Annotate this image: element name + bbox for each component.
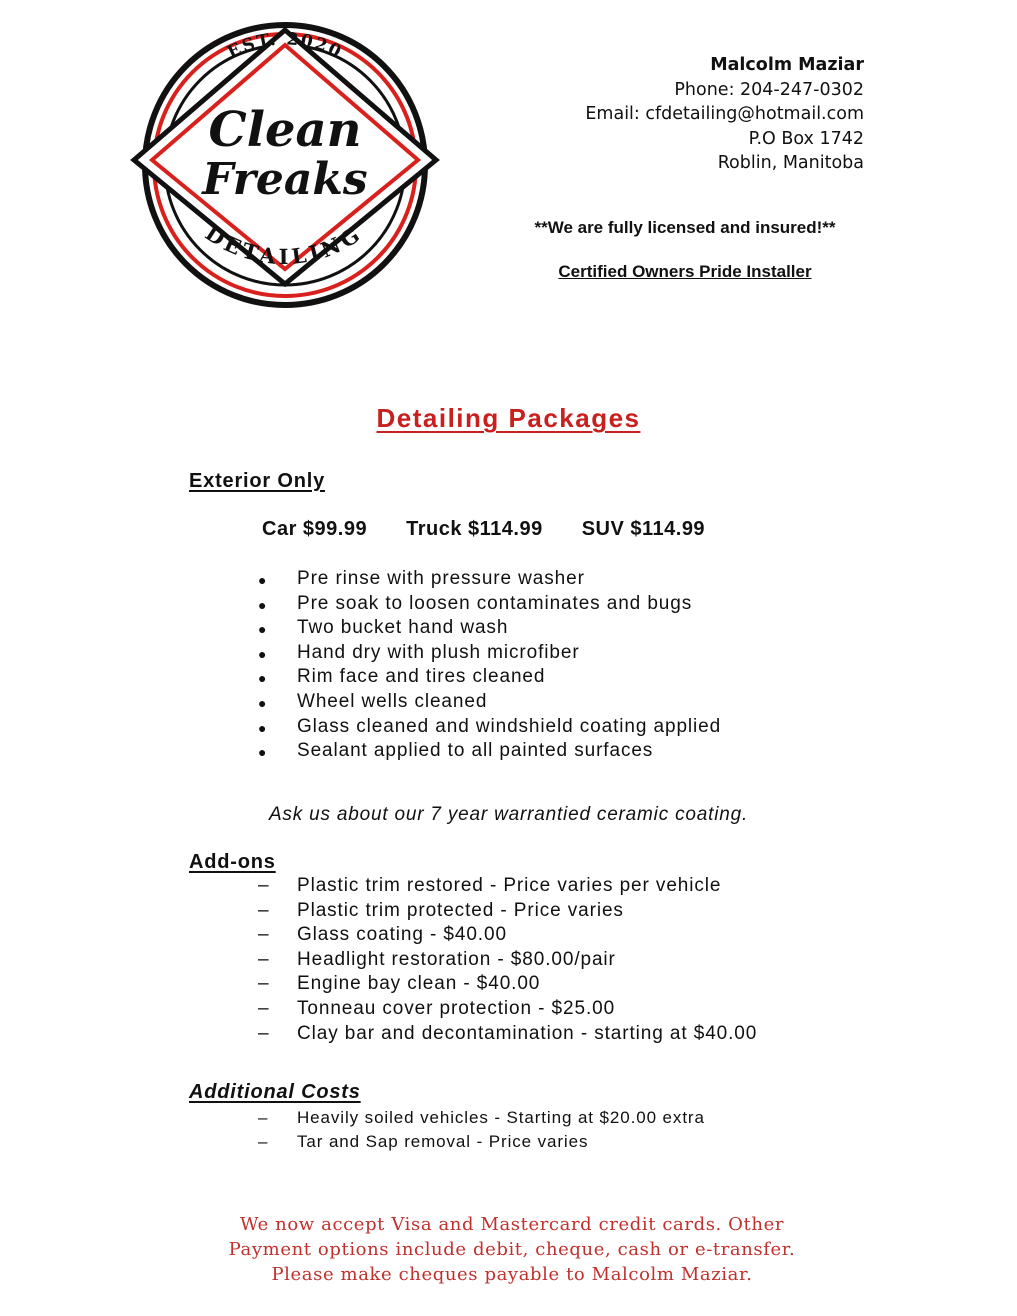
- truck-price: Truck $114.99: [406, 518, 543, 540]
- footer-line: Payment options include debit, cheque, cash or e-transfer.: [228, 1239, 796, 1260]
- bullet-icon: ●: [258, 670, 268, 687]
- city-text: Roblin, Manitoba: [717, 153, 864, 173]
- dash-icon: –: [258, 973, 270, 995]
- logo-freaks-text: Freaks: [202, 154, 368, 205]
- list-item: ● Glass cleaned and windshield coating applied: [0, 715, 721, 740]
- dash-icon: –: [258, 875, 270, 896]
- bullet-icon: ●: [258, 572, 268, 588]
- logo-detailing-text: DETAILING: [200, 219, 368, 270]
- price-row: [262, 518, 705, 541]
- list-item: – Headlight restoration - $80.00/pair: [0, 948, 757, 973]
- page-title: Detailing Packages: [376, 403, 641, 433]
- phone-text: Phone: 204-247-0302: [674, 79, 864, 100]
- bullet-icon: ●: [258, 621, 268, 638]
- exterior-heading: Exterior Only: [189, 470, 325, 492]
- dash-icon: –: [258, 899, 270, 921]
- contact-block: [585, 53, 864, 176]
- exterior-list: [0, 567, 721, 764]
- bullet-icon: ●: [258, 719, 268, 736]
- list-item: – Heavily soiled vehicles - Starting at $20.00 extra: [0, 1106, 705, 1130]
- ceramic-coating-note: Ask us about our 7 year warrantied ceramic coating.: [268, 804, 749, 825]
- dash-icon: –: [258, 1022, 270, 1044]
- dash-icon: –: [258, 997, 270, 1019]
- car-price: Car $99.99: [262, 518, 368, 540]
- owner-name: Malcolm Maziar: [710, 55, 864, 75]
- addons-list: [0, 874, 757, 1046]
- list-item: ● Two bucket hand wash: [0, 616, 721, 641]
- dash-icon: –: [258, 1132, 269, 1151]
- certified-note: Certified Owners Pride Installer: [558, 262, 812, 281]
- licensed-note: **We are fully licensed and insured!**: [534, 218, 836, 237]
- footer-line: Please make cheques payable to Malcolm Maziar.: [271, 1264, 753, 1285]
- list-item: ● Pre soak to loosen contaminates and bugs: [0, 592, 721, 617]
- list-item: – Engine bay clean - $40.00: [0, 972, 757, 997]
- logo-clean-text: Clean: [208, 102, 362, 158]
- dash-icon: –: [258, 924, 270, 946]
- footer-line: We now accept Visa and Mastercard credit cards. Other: [239, 1214, 785, 1235]
- email-text: Email: cfdetailing@hotmail.com: [585, 104, 864, 124]
- list-item: – Tonneau cover protection - $25.00: [0, 997, 757, 1022]
- addons-heading: Add-ons: [189, 851, 276, 873]
- list-item: ● Sealant applied to all painted surfaces: [0, 739, 721, 764]
- additional-costs-heading: Additional Costs: [189, 1081, 361, 1103]
- bullet-icon: ●: [258, 744, 268, 761]
- list-item: – Tar and Sap removal - Price varies: [0, 1130, 705, 1154]
- bullet-icon: ●: [258, 596, 268, 613]
- payment-footer: [0, 1212, 1017, 1287]
- list-item: ● Pre rinse with pressure washer: [0, 567, 721, 592]
- suv-price: SUV $114.99: [581, 518, 706, 540]
- dash-icon: –: [258, 948, 270, 970]
- list-item: – Plastic trim protected - Price varies: [0, 899, 757, 924]
- list-item: – Clay bar and decontamination - starting at $40.00: [0, 1022, 757, 1047]
- list-item: ● Rim face and tires cleaned: [0, 665, 721, 690]
- list-item: – Plastic trim restored - Price varies per vehicle: [0, 874, 757, 899]
- list-item: – Glass coating - $40.00: [0, 923, 757, 948]
- list-item: ● Hand dry with plush microfiber: [0, 641, 721, 666]
- dash-icon: –: [258, 1108, 269, 1127]
- additional-costs-list: [0, 1106, 705, 1154]
- bullet-icon: ●: [258, 694, 268, 711]
- list-item: ● Wheel wells cleaned: [0, 690, 721, 715]
- po-box-text: P.O Box 1742: [748, 128, 864, 149]
- clean-freaks-logo: [130, 22, 440, 312]
- bullet-icon: ●: [258, 645, 268, 662]
- logo-est-text: EST. 2020: [224, 29, 346, 64]
